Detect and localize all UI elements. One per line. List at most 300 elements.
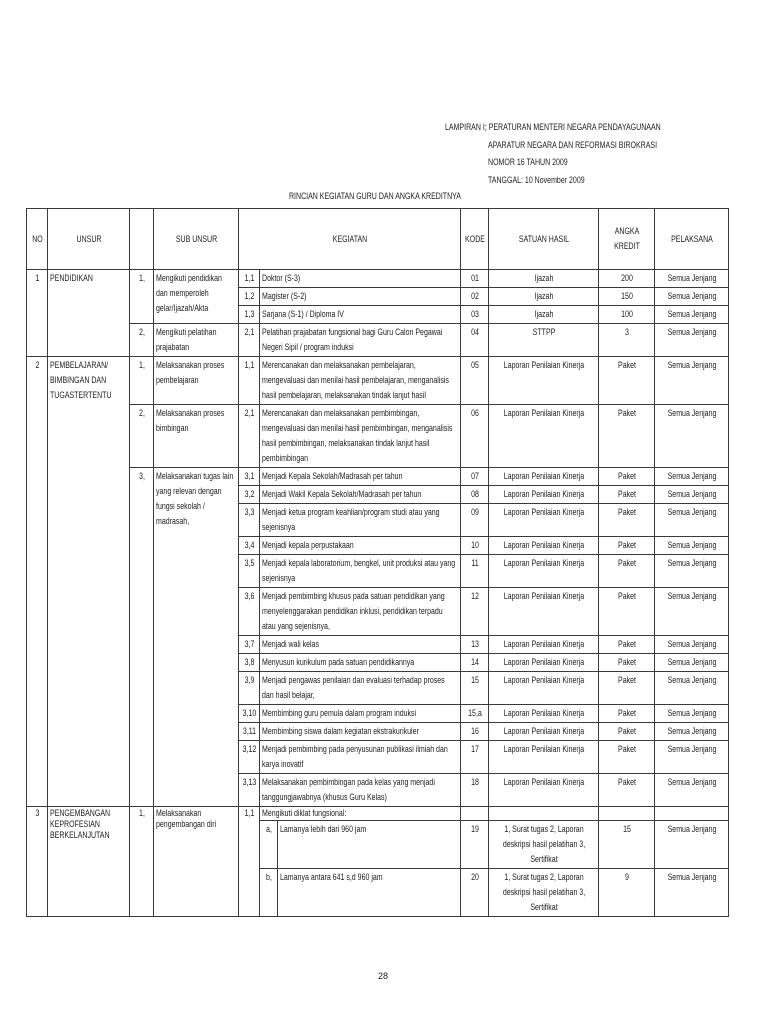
kegiatan-text-text: Membimbing siswa dalam kegiatan ekstrakurikuler <box>262 726 419 736</box>
pelaksana-cell <box>655 288 729 306</box>
pelaksana-cell <box>655 636 729 654</box>
kegiatan-no-text: 3,10 <box>242 708 257 718</box>
kode-cell <box>461 654 489 672</box>
kegiatan-text-text: Membimbing guru pemula dalam program induksi <box>262 708 417 718</box>
kegiatan-text <box>260 705 461 723</box>
kegiatan-no <box>239 468 260 486</box>
satuan-hasil-cell <box>489 774 599 807</box>
sub-unsur-no-text: 3, <box>139 471 145 481</box>
satuan-hasil-cell <box>489 504 599 537</box>
satuan-hasil-cell-text: Laporan Penilaian Kinerja <box>503 540 585 550</box>
kegiatan-no <box>239 288 260 306</box>
sub-unsur-no <box>130 405 154 468</box>
angka-kredit-cell-text: Paket <box>618 726 636 736</box>
kegiatan-item-no-text: b, <box>266 872 272 882</box>
pelaksana-cell <box>655 357 729 405</box>
kode-cell-text: 05 <box>471 360 479 370</box>
sub-unsur-name <box>154 807 239 917</box>
kegiatan-text <box>260 537 461 555</box>
kegiatan-text-text: Menjadi kepala perpustakaan <box>262 540 354 550</box>
satuan-hasil-cell-text: Laporan Penilaian Kinerja <box>503 507 585 517</box>
satuan-hasil-cell-text: 1, Surat tugas 2, Laporan deskripsi hasil pelatihan 3, Sertifikat <box>502 824 586 864</box>
sub-unsur-no-text: 2, <box>139 408 145 418</box>
kegiatan-text-text: Menjadi wali kelas <box>262 639 319 649</box>
kegiatan-item-no-text: a, <box>266 824 272 834</box>
angka-kredit-cell <box>599 537 655 555</box>
pelaksana-cell <box>655 405 729 468</box>
header-kegiatan <box>239 209 461 270</box>
kegiatan-no-text: 3,4 <box>244 540 255 550</box>
satuan-hasil-cell <box>489 672 599 705</box>
kegiatan-no <box>239 504 260 537</box>
unsur-no <box>27 357 48 807</box>
kegiatan-no-text: 1,2 <box>244 291 255 301</box>
sub-unsur-no-text: 1, <box>139 273 145 283</box>
satuan-hasil-cell <box>489 723 599 741</box>
kode-cell-text: 15 <box>471 675 479 685</box>
sub-unsur-no <box>130 807 154 917</box>
kode-cell-text: 11 <box>471 558 479 568</box>
kegiatan-text-text: Menjadi kepala laboratorium, bengkel, unit produksi atau yang sejenisnya <box>262 558 456 583</box>
angka-kredit-cell <box>599 672 655 705</box>
kode-cell <box>461 821 489 869</box>
kegiatan-text-text: Magister (S-2) <box>262 291 307 301</box>
unsur-name-text: PENDIDIKAN <box>50 273 93 283</box>
pelaksana-cell-text: Semua Jenjang <box>667 327 717 337</box>
kode-cell-text: 10 <box>471 540 479 550</box>
angka-kredit-cell-text: Paket <box>618 408 636 418</box>
satuan-hasil-cell <box>489 270 599 288</box>
kegiatan-no <box>239 723 260 741</box>
satuan-hasil-cell <box>489 636 599 654</box>
kegiatan-no <box>239 705 260 723</box>
angka-kredit-cell-text: 9 <box>625 872 629 882</box>
satuan-hasil-cell <box>489 324 599 357</box>
kegiatan-text-text: Merencanakan dan melaksanakan pembimbingan, mengevaluasi dan menilai hasil pembimbingan, menganalisis hasil pembimbingan, melaksanakan tindak lanjut hasil pembimbingan <box>262 408 453 463</box>
kegiatan-item-text-text: Lamanya antara 641 s,d 960 jam <box>280 872 383 882</box>
satuan-hasil-cell <box>489 869 599 917</box>
kode-cell-text: 19 <box>471 824 479 834</box>
angka-kredit-cell-text: Paket <box>618 591 636 601</box>
kegiatan-no <box>239 636 260 654</box>
pelaksana-cell <box>655 468 729 486</box>
unsur-name <box>48 357 130 807</box>
unsur-name-text: PENGEMBANGAN KEPROFESIAN BERKELANJUTAN <box>50 808 111 840</box>
kode-cell <box>461 468 489 486</box>
sub-unsur-no <box>130 468 154 807</box>
sub-unsur-no <box>130 357 154 405</box>
header-kode <box>461 209 489 270</box>
angka-kredit-cell-text: 3 <box>625 327 629 337</box>
pelaksana-cell <box>655 821 729 869</box>
sub-unsur-name <box>154 405 239 468</box>
kegiatan-text <box>260 654 461 672</box>
satuan-hasil-cell <box>489 405 599 468</box>
satuan-hasil-cell-text: Laporan Penilaian Kinerja <box>503 777 585 787</box>
kegiatan-item-text-text: Lamanya lebih dari 960 jam <box>280 824 367 834</box>
angka-kredit-cell <box>599 588 655 636</box>
kegiatan-no-text: 1,1 <box>244 360 255 370</box>
kode-cell-text: 04 <box>471 327 479 337</box>
satuan-hasil-cell-text: Laporan Penilaian Kinerja <box>503 708 585 718</box>
header-kegiatan-text: KEGIATAN <box>332 233 368 244</box>
pelaksana-cell-text: Semua Jenjang <box>667 273 717 283</box>
angka-kredit-cell-text: Paket <box>618 744 636 754</box>
table-row <box>27 324 729 357</box>
header-satuan-hasil <box>489 209 599 270</box>
angka-kredit-cell <box>599 555 655 588</box>
angka-kredit-cell <box>599 486 655 504</box>
kegiatan-no <box>239 588 260 636</box>
header-no <box>27 209 48 270</box>
kode-cell <box>461 288 489 306</box>
pelaksana-cell-text: Semua Jenjang <box>667 744 717 754</box>
kegiatan-no-text: 3,9 <box>244 675 255 685</box>
sub-unsur-name <box>154 357 239 405</box>
kegiatan-no-text: 3,1 <box>244 471 255 481</box>
lampiran-line-text: LAMPIRAN I; PERATURAN MENTERI NEGARA PENDAYAGUNAAN <box>445 122 661 132</box>
satuan-hasil-cell-text: Laporan Penilaian Kinerja <box>503 471 585 481</box>
kegiatan-text <box>260 774 461 807</box>
header-pelaksana <box>655 209 729 270</box>
satuan-hasil-cell-text: Laporan Penilaian Kinerja <box>503 726 585 736</box>
pelaksana-cell <box>655 270 729 288</box>
angka-kredit-cell-text: Paket <box>618 708 636 718</box>
satuan-hasil-cell-text: Laporan Penilaian Kinerja <box>503 591 585 601</box>
angka-kredit-cell <box>599 504 655 537</box>
angka-kredit-cell-text: 150 <box>621 291 633 301</box>
kegiatan-text <box>260 672 461 705</box>
kegiatan-text <box>260 636 461 654</box>
kegiatan-no-text: 3,11 <box>242 726 257 736</box>
kegiatan-text-text: Mengikuti diklat fungsional: <box>262 808 347 818</box>
angka-kredit-cell-text: Paket <box>618 507 636 517</box>
pelaksana-cell-text: Semua Jenjang <box>667 872 717 882</box>
pelaksana-cell-text: Semua Jenjang <box>667 360 717 370</box>
kegiatan-no-text: 3,12 <box>242 744 257 754</box>
pelaksana-cell <box>655 486 729 504</box>
table-row <box>27 468 729 486</box>
kegiatan-text <box>260 723 461 741</box>
header-satuan-hasil-text: SATUAN HASIL <box>518 233 570 244</box>
kegiatan-no-text: 3,2 <box>244 489 255 499</box>
kegiatan-text <box>260 357 461 405</box>
kegiatan-no-text: 3,8 <box>244 657 255 667</box>
satuan-hasil-cell <box>489 486 599 504</box>
nomor-line-text: NOMOR 16 TAHUN 2009 <box>488 157 568 167</box>
kegiatan-text-text: Menjadi Kepala Sekolah/Madrasah per tahun <box>262 471 403 481</box>
kode-cell <box>461 504 489 537</box>
sub-unsur-no-text: 1, <box>139 808 145 818</box>
kode-cell-text: 13 <box>471 639 479 649</box>
kegiatan-no <box>239 405 260 468</box>
document-title-text: RINCIAN KEGIATAN GURU DAN ANGKA KREDITNYA <box>288 191 462 201</box>
angka-kredit-cell <box>599 821 655 869</box>
satuan-hasil-cell <box>489 537 599 555</box>
angka-kredit-cell <box>599 324 655 357</box>
satuan-hasil-cell <box>489 468 599 486</box>
angka-kredit-cell <box>599 869 655 917</box>
satuan-hasil-cell <box>489 357 599 405</box>
unsur-name <box>48 270 130 357</box>
sub-unsur-name <box>154 324 239 357</box>
unsur-no-text: 1 <box>35 273 40 283</box>
angka-kredit-cell <box>599 636 655 654</box>
kegiatan-text <box>260 324 461 357</box>
kode-cell <box>461 270 489 288</box>
kegiatan-text-text: Doktor (S-3) <box>262 273 301 283</box>
satuan-hasil-cell <box>489 288 599 306</box>
kode-cell-text: 16 <box>471 726 479 736</box>
peraturan-line <box>488 140 688 151</box>
kode-cell <box>461 537 489 555</box>
unsur-no-text: 3 <box>35 808 40 818</box>
angka-kredit-cell-text: Paket <box>618 639 636 649</box>
satuan-hasil-cell-text: Laporan Penilaian Kinerja <box>503 639 585 649</box>
satuan-hasil-cell-text: Laporan Penilaian Kinerja <box>503 558 585 568</box>
empty-cell <box>655 807 729 821</box>
kegiatan-no <box>239 324 260 357</box>
sub-unsur-no-text: 2, <box>139 327 145 337</box>
pelaksana-cell <box>655 741 729 774</box>
angka-kredit-cell <box>599 357 655 405</box>
kegiatan-text <box>260 405 461 468</box>
kegiatan-no-text: 3,5 <box>244 558 255 568</box>
kegiatan-table <box>26 208 729 917</box>
kode-cell-text: 17 <box>471 744 479 754</box>
satuan-hasil-cell <box>489 705 599 723</box>
kode-cell-text: 02 <box>471 291 479 301</box>
document-title <box>230 191 520 202</box>
header-no-text: NO <box>32 233 43 244</box>
header-sub-number <box>130 209 154 270</box>
sub-unsur-name <box>154 270 239 324</box>
pelaksana-cell-text: Semua Jenjang <box>667 726 717 736</box>
satuan-hasil-cell <box>489 588 599 636</box>
pelaksana-cell-text: Semua Jenjang <box>667 291 717 301</box>
pelaksana-cell-text: Semua Jenjang <box>667 708 717 718</box>
tanggal-line <box>488 175 688 186</box>
kegiatan-no <box>239 741 260 774</box>
kegiatan-no <box>239 654 260 672</box>
satuan-hasil-cell <box>489 306 599 324</box>
header-pelaksana-text: PELAKSANA <box>671 233 713 244</box>
header-sub-unsur <box>154 209 239 270</box>
kode-cell <box>461 588 489 636</box>
sub-unsur-name-text: Mengikuti pendidikan dan memperoleh gelar/Ijazah/Akta <box>156 273 222 313</box>
satuan-hasil-cell <box>489 555 599 588</box>
table-row <box>27 807 729 821</box>
kegiatan-text-text: Menyusun kurikulum pada satuan pendidikannya <box>262 657 415 667</box>
pelaksana-cell <box>655 654 729 672</box>
sub-unsur-name-text: Melaksanakan pengembangan diri <box>156 808 217 829</box>
pelaksana-cell-text: Semua Jenjang <box>667 777 717 787</box>
kode-cell <box>461 324 489 357</box>
kegiatan-text <box>260 270 461 288</box>
kegiatan-no <box>239 306 260 324</box>
angka-kredit-cell-text: Paket <box>618 777 636 787</box>
angka-kredit-cell-text: Paket <box>618 360 636 370</box>
satuan-hasil-cell-text: Laporan Penilaian Kinerja <box>503 489 585 499</box>
kode-cell <box>461 741 489 774</box>
kegiatan-no <box>239 807 260 917</box>
kegiatan-no-text: 2,1 <box>244 327 255 337</box>
angka-kredit-cell-text: Paket <box>618 489 636 499</box>
kode-cell <box>461 636 489 654</box>
angka-kredit-cell <box>599 288 655 306</box>
kegiatan-no-text: 3,7 <box>244 639 255 649</box>
satuan-hasil-cell <box>489 821 599 869</box>
pelaksana-cell <box>655 324 729 357</box>
angka-kredit-cell-text: 200 <box>621 273 633 283</box>
header-sub-unsur-text: SUB UNSUR <box>175 233 218 244</box>
pelaksana-cell-text: Semua Jenjang <box>667 408 717 418</box>
pelaksana-cell-text: Semua Jenjang <box>667 591 717 601</box>
page-number: 28 <box>377 971 388 981</box>
kode-cell-text: 09 <box>471 507 479 517</box>
angka-kredit-cell-text: 15 <box>623 824 631 834</box>
kegiatan-no-text: 3,6 <box>244 591 255 601</box>
header-angka-kredit <box>599 209 655 270</box>
angka-kredit-cell <box>599 774 655 807</box>
unsur-no <box>27 807 48 917</box>
kegiatan-text <box>260 807 461 821</box>
satuan-hasil-cell-text: Laporan Penilaian Kinerja <box>503 657 585 667</box>
kode-cell-text: 20 <box>471 872 479 882</box>
kegiatan-no-text: 1,3 <box>244 309 255 319</box>
kegiatan-no-text: 1,1 <box>244 808 255 818</box>
kode-cell <box>461 555 489 588</box>
kegiatan-item-no <box>260 821 278 869</box>
pelaksana-cell <box>655 504 729 537</box>
pelaksana-cell-text: Semua Jenjang <box>667 824 717 834</box>
angka-kredit-cell <box>599 705 655 723</box>
kegiatan-item-text <box>278 869 461 917</box>
kode-cell <box>461 705 489 723</box>
satuan-hasil-cell-text: Laporan Penilaian Kinerja <box>503 360 585 370</box>
sub-unsur-name-text: Melaksanakan proses bimbingan <box>156 408 225 433</box>
kegiatan-text-text: Melaksanakan pembimbingan pada kelas yang menjadi tanggungjawabnya (khusus Guru Kelas) <box>262 777 435 802</box>
satuan-hasil-cell-text: 1, Surat tugas 2, Laporan deskripsi hasil pelatihan 3, Sertifikat <box>502 872 586 912</box>
kegiatan-item-text <box>278 821 461 869</box>
kegiatan-text <box>260 468 461 486</box>
pelaksana-cell <box>655 555 729 588</box>
sub-unsur-no-text: 1, <box>139 360 145 370</box>
angka-kredit-cell <box>599 306 655 324</box>
satuan-hasil-cell-text: STTPP <box>532 327 556 337</box>
kode-cell <box>461 774 489 807</box>
kegiatan-text-text: Menjadi pembimbing pada penyusunan publikasi ilmiah dan karya inovatif <box>262 744 448 769</box>
sub-unsur-name-text: Melaksanakan proses pembelajaran <box>156 360 225 385</box>
sub-unsur-name-text: Mengikuti pelatihan prajabatan <box>156 327 217 352</box>
pelaksana-cell <box>655 774 729 807</box>
angka-kredit-cell <box>599 723 655 741</box>
angka-kredit-cell <box>599 405 655 468</box>
kegiatan-no <box>239 357 260 405</box>
pelaksana-cell <box>655 723 729 741</box>
angka-kredit-cell-text: 100 <box>621 309 633 319</box>
kode-cell <box>461 869 489 917</box>
satuan-hasil-cell-text: Laporan Penilaian Kinerja <box>503 675 585 685</box>
kegiatan-no <box>239 270 260 288</box>
kode-cell <box>461 486 489 504</box>
lampiran-line <box>445 122 685 133</box>
empty-cell <box>489 807 599 821</box>
satuan-hasil-cell <box>489 654 599 672</box>
unsur-name-text: PEMBELAJARAN/ BIMBINGAN DAN TUGASTERTENTU <box>50 360 112 400</box>
pelaksana-cell-text: Semua Jenjang <box>667 507 717 517</box>
sub-unsur-no <box>130 270 154 324</box>
pelaksana-cell <box>655 869 729 917</box>
unsur-no <box>27 270 48 357</box>
empty-cell <box>599 807 655 821</box>
kode-cell-text: 03 <box>471 309 479 319</box>
angka-kredit-cell <box>599 270 655 288</box>
pelaksana-cell <box>655 705 729 723</box>
kegiatan-item-no <box>260 869 278 917</box>
kegiatan-text-text: Sarjana (S-1) / Diploma IV <box>262 309 344 319</box>
pelaksana-cell <box>655 537 729 555</box>
table-row <box>27 357 729 405</box>
kegiatan-text <box>260 555 461 588</box>
kode-cell-text: 12 <box>471 591 479 601</box>
kegiatan-no <box>239 672 260 705</box>
pelaksana-cell-text: Semua Jenjang <box>667 675 717 685</box>
tanggal-line-text: TANGGAL: 10 November 2009 <box>488 175 585 185</box>
sub-unsur-name-text: Melaksanakan tugas lain yang relevan dengan fungsi sekolah / madrasah, <box>156 471 234 526</box>
kegiatan-text <box>260 288 461 306</box>
header-unsur-text: UNSUR <box>76 233 102 244</box>
kode-cell <box>461 723 489 741</box>
pelaksana-cell <box>655 672 729 705</box>
kode-cell-text: 15,a <box>468 708 482 718</box>
kode-cell-text: 07 <box>471 471 479 481</box>
angka-kredit-cell <box>599 741 655 774</box>
kegiatan-no <box>239 486 260 504</box>
kode-cell <box>461 672 489 705</box>
angka-kredit-cell-text: Paket <box>618 657 636 667</box>
kode-cell <box>461 306 489 324</box>
pelaksana-cell-text: Semua Jenjang <box>667 657 717 667</box>
kode-cell <box>461 357 489 405</box>
angka-kredit-cell-text: Paket <box>618 471 636 481</box>
kegiatan-text-text: Menjadi pembimbing khusus pada satuan pendidikan yang menyelenggarakan pendidikan inklusi, pendidikan terpadu atau yang sejenisnya, <box>262 591 445 631</box>
kegiatan-text <box>260 486 461 504</box>
table-row <box>27 405 729 468</box>
angka-kredit-cell-text: Paket <box>618 540 636 550</box>
kode-cell-text: 08 <box>471 489 479 499</box>
sub-unsur-name <box>154 468 239 807</box>
header-unsur <box>48 209 130 270</box>
peraturan-line-text: APARATUR NEGARA DAN REFORMASI BIROKRASI <box>488 140 658 150</box>
header-kode-text: KODE <box>465 233 485 244</box>
kegiatan-text-text: Merencanakan dan melaksanakan pembelajaran, mengevaluasi dan menilai hasil pembelajaran, menganalisis hasil pembelajaran, melaksanakan tindak lanjut hasil <box>262 360 449 400</box>
kegiatan-no-text: 1,1 <box>244 273 255 283</box>
kode-cell-text: 01 <box>471 273 479 283</box>
satuan-hasil-cell-text: Ijazah <box>534 291 554 301</box>
empty-cell <box>461 807 489 821</box>
kode-cell-text: 18 <box>471 777 479 787</box>
kegiatan-text-text: Pelatihan prajabatan fungsional bagi Guru Calon Pegawai Negeri Sipil / program induksi <box>262 327 443 352</box>
pelaksana-cell-text: Semua Jenjang <box>667 639 717 649</box>
kegiatan-no-text: 3,13 <box>242 777 257 787</box>
kegiatan-text <box>260 504 461 537</box>
kegiatan-text <box>260 741 461 774</box>
kegiatan-text-text: Menjadi Wakil Kepala Sekolah/Madrasah per tahun <box>262 489 422 499</box>
satuan-hasil-cell <box>489 741 599 774</box>
kegiatan-text-text: Menjadi pengawas penilaian dan evaluasi terhadap proses dan hasil belajar, <box>262 675 445 700</box>
satuan-hasil-cell-text: Ijazah <box>534 309 554 319</box>
